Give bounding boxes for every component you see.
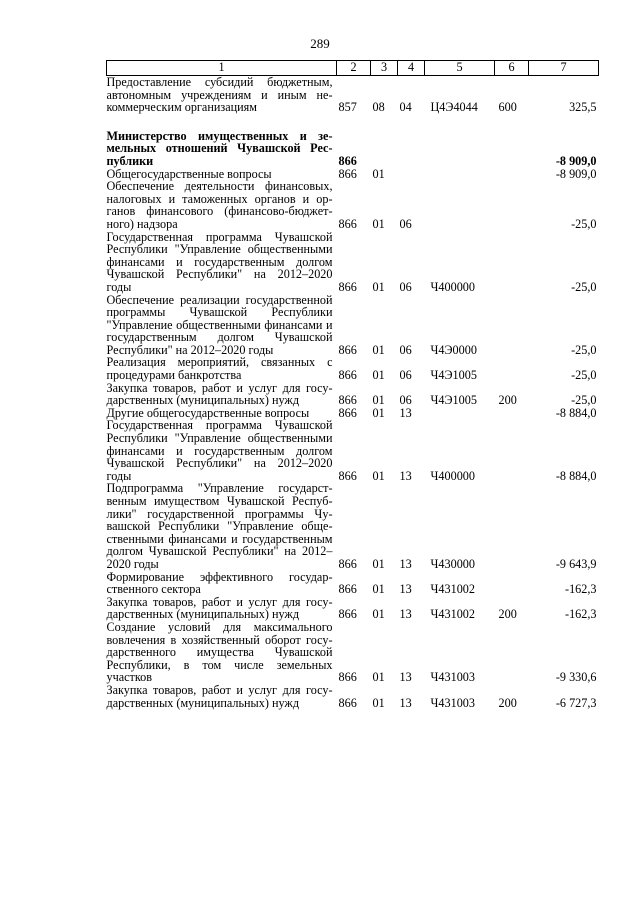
row-amount: -6 727,3 — [555, 695, 597, 710]
table-body — [107, 76, 599, 710]
row-name: Закупка товаров, работ и услуг для государственных (муниципальных) нужд — [106, 682, 333, 710]
row-amount: -8 909,0 — [555, 166, 597, 181]
row-amount: -25,0 — [571, 393, 597, 408]
row-subsection-code: 06 — [399, 279, 412, 294]
page-number: 289 — [310, 36, 330, 51]
row-target-article: Ч4Э0000 — [430, 342, 477, 357]
row-target-article — [425, 407, 495, 420]
row-subsection-code: 13 — [399, 468, 412, 483]
budget-table — [106, 60, 599, 709]
row-subsection-code: 06 — [399, 368, 412, 383]
row-amount: -162,3 — [565, 582, 597, 597]
row-target-article: Ч431003 — [430, 695, 475, 710]
table-row — [107, 382, 599, 407]
row-section-code: 01 — [372, 582, 385, 597]
column-header: 7 — [529, 61, 599, 76]
row-target-article: Ч431002 — [430, 607, 475, 622]
row-expense-type — [495, 621, 529, 684]
row-name: Закупка товаров, работ и услуг для государственных (муниципальных) нужд — [106, 594, 333, 622]
row-expense-type — [495, 231, 529, 294]
row-section-code — [371, 114, 398, 168]
row-section-code: 01 — [372, 556, 385, 571]
row-name: Общегосударственные вопросы — [106, 166, 272, 181]
row-ministry-code: 866 — [338, 393, 357, 408]
row-target-article: Ц4Э4044 — [430, 100, 478, 115]
row-amount: -25,0 — [571, 279, 597, 294]
row-section-code: 01 — [372, 166, 385, 181]
row-ministry-code: 857 — [338, 100, 357, 115]
row-name: Обеспечение реализации государственной программы Чувашской Республики "Управление общественными финансами и государственным долгом Чувашской Республики" на 2012–2020 годы — [106, 292, 333, 357]
row-section-code: 01 — [372, 695, 385, 710]
row-amount: -25,0 — [571, 216, 597, 231]
row-target-article: Ч431003 — [430, 670, 475, 685]
row-amount: -8 884,0 — [555, 468, 597, 483]
row-subsection-code: 13 — [399, 670, 412, 685]
table-row — [107, 114, 599, 168]
row-section-code: 01 — [372, 216, 385, 231]
row-name: Формирование эффективного государственного сектора — [106, 569, 333, 597]
row-section-code: 01 — [372, 607, 385, 622]
row-ministry-code: 866 — [338, 670, 357, 685]
row-amount: 325,5 — [569, 100, 597, 115]
table-row — [107, 596, 599, 621]
row-target-article: Ч4Э1005 — [430, 368, 477, 383]
row-amount: -8 909,0 — [555, 153, 597, 168]
column-header: 6 — [495, 61, 529, 76]
row-expense-type: 200 — [498, 393, 517, 408]
row-section-code: 08 — [372, 100, 385, 115]
row-name: Предоставление субсидий бюджетным, автономным учреждениям и иным некоммерческим организациям — [106, 75, 333, 115]
row-section-code: 01 — [372, 405, 385, 420]
row-subsection-code: 13 — [399, 607, 412, 622]
table-row — [107, 482, 599, 570]
row-expense-type — [495, 294, 529, 357]
column-header: 4 — [398, 61, 425, 76]
row-amount: -8 884,0 — [555, 405, 597, 420]
row-amount: -25,0 — [571, 368, 597, 383]
row-ministry-code: 866 — [338, 166, 357, 181]
row-section-code: 01 — [372, 468, 385, 483]
row-name: Государственная программа Чувашской Республики "Управление общественными финансами и государственным долгом Чувашской Республики" на 2012–2020 годы — [106, 229, 333, 294]
row-ministry-code: 866 — [338, 368, 357, 383]
row-subsection-code: 13 — [399, 405, 412, 420]
row-name: Реализация мероприятий, связанных с процедурами банкротства — [106, 355, 333, 383]
row-subsection-code: 04 — [399, 100, 412, 115]
row-amount: -9 643,9 — [555, 556, 597, 571]
row-ministry-code: 866 — [338, 556, 357, 571]
table-header-row — [107, 61, 599, 76]
table-row — [107, 621, 599, 684]
row-ministry-code: 866 — [338, 607, 357, 622]
row-name: Другие общегосударственные вопросы — [106, 405, 310, 420]
row-target-article — [425, 114, 495, 168]
table-row — [107, 76, 599, 114]
row-expense-type — [495, 180, 529, 230]
row-ministry-code: 866 — [338, 279, 357, 294]
row-target-article: Ч400000 — [430, 468, 475, 483]
row-name: Закупка товаров, работ и услуг для государственных (муниципальных) нужд — [106, 380, 333, 408]
row-ministry-code: 866 — [338, 153, 357, 168]
table-row — [107, 231, 599, 294]
row-section-code: 01 — [372, 342, 385, 357]
row-expense-type: 600 — [498, 100, 517, 115]
row-amount: -162,3 — [565, 607, 597, 622]
row-ministry-code: 866 — [338, 342, 357, 357]
row-expense-type: 200 — [498, 695, 517, 710]
row-subsection-code: 13 — [399, 582, 412, 597]
row-section-code: 01 — [372, 368, 385, 383]
row-amount: -25,0 — [571, 342, 597, 357]
row-name: Обеспечение деятельности финансовых, налоговых и таможенных органов и органов финансового (финансово-бюджетного) надзора — [106, 179, 333, 231]
row-target-article: Ч400000 — [430, 279, 475, 294]
row-subsection-code — [398, 114, 425, 168]
row-subsection-code: 06 — [399, 216, 412, 231]
row-ministry-code: 866 — [338, 405, 357, 420]
row-target-article — [425, 168, 495, 181]
row-name: Министерство имущественных и земельных отношений Чувашской Республики — [106, 128, 333, 168]
row-expense-type — [495, 114, 529, 168]
row-expense-type — [495, 407, 529, 420]
row-target-article — [425, 180, 495, 230]
row-target-article: Ч430000 — [430, 556, 475, 571]
column-header: 1 — [107, 61, 337, 76]
table-row — [107, 294, 599, 357]
table-row — [107, 180, 599, 230]
row-ministry-code: 866 — [338, 216, 357, 231]
row-section-code: 01 — [372, 279, 385, 294]
row-subsection-code — [398, 168, 425, 181]
row-name: Государственная программа Чувашской Республики "Управление общественными финансами и государственным долгом Чувашской Республики" на 2012–2020 годы — [106, 418, 333, 483]
row-section-code: 01 — [372, 393, 385, 408]
row-ministry-code: 866 — [338, 582, 357, 597]
table-row — [107, 684, 599, 709]
row-amount: -9 330,6 — [555, 670, 597, 685]
table-row — [107, 356, 599, 381]
column-header: 3 — [371, 61, 398, 76]
row-target-article: Ч431002 — [430, 582, 475, 597]
row-expense-type: 200 — [498, 607, 517, 622]
row-name: Создание условий для максимального вовлечения в хозяйственный оборот государственного имущества Чувашской Республики, в том числе земельных участков — [106, 619, 333, 685]
row-expense-type — [495, 571, 529, 596]
row-target-article: Ч4Э1005 — [430, 393, 477, 408]
row-subsection-code: 06 — [399, 342, 412, 357]
row-ministry-code: 866 — [338, 468, 357, 483]
row-expense-type — [495, 168, 529, 181]
row-expense-type — [495, 419, 529, 482]
row-subsection-code: 06 — [399, 393, 412, 408]
row-ministry-code: 866 — [338, 695, 357, 710]
table-row — [107, 419, 599, 482]
row-expense-type — [495, 356, 529, 381]
column-header: 2 — [337, 61, 371, 76]
column-header: 5 — [425, 61, 495, 76]
table-row — [107, 571, 599, 596]
row-subsection-code: 13 — [399, 695, 412, 710]
row-section-code: 01 — [372, 670, 385, 685]
row-expense-type — [495, 482, 529, 570]
row-name: Подпрограмма "Управление государственным имуществом Чувашской Республики" государственной программы Чувашской Республики "Управление общественными финансами и государственным долгом Чувашской Республики" на 2012–2020 годы — [106, 481, 333, 571]
row-subsection-code: 13 — [399, 556, 412, 571]
